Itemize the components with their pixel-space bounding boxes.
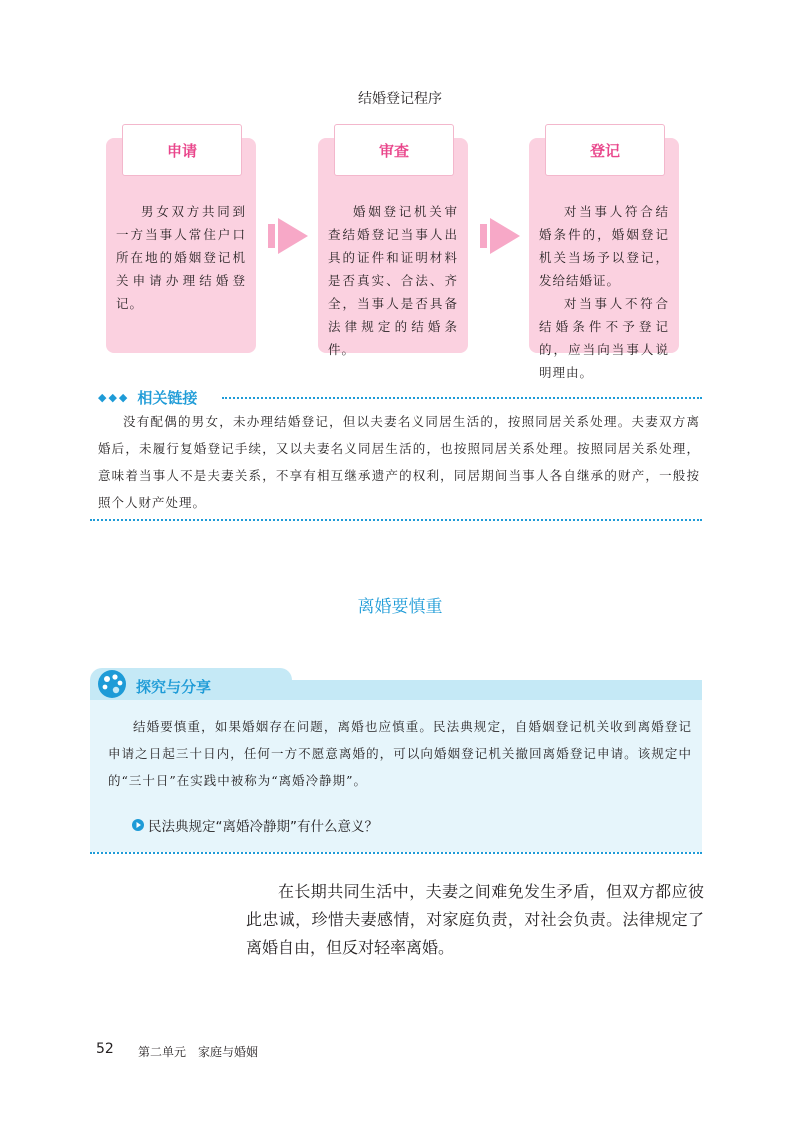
discussion-question bbox=[132, 815, 378, 835]
step-paragraph: 婚姻登记机关审查结婚登记当事人出具的证件和证明材料是否真实、合法、齐全，当事人是否具备法律规定的结婚条件。 bbox=[328, 204, 458, 357]
step-label-tab bbox=[334, 124, 454, 176]
step-label: 申请 bbox=[166, 141, 197, 160]
explore-share-paragraph: 结婚要慎重，如果婚姻存在问题，离婚也应慎重。民法典规定，自婚姻登记机关收到离婚登记申请之日起三十日内，任何一方不愿意离婚的，可以向婚姻登记机关撤回离婚登记申请。该规定中的“三十日”在实践中被称为“离婚冷静期”。 bbox=[108, 719, 692, 788]
step-paragraph: 对当事人符合结婚条件的，婚姻登记机关当场予以登记，发给结婚证。 bbox=[539, 204, 669, 288]
related-link-paragraph: 没有配偶的男女，未办理结婚登记，但以夫妻名义同居生活的，按照同居关系处理。夫妻双方离婚后，未履行复婚登记手续，又以夫妻名义同居生活的，也按照同居关系处理。按照同居关系处理，意味着当事人不是夫妻关系，不享有相互继承遗产的权利，同居期间当事人各自继承的财产，一般按照个人财产处理。 bbox=[98, 414, 700, 510]
related-link-header bbox=[98, 387, 197, 408]
explore-share-title: 探究与分享 bbox=[136, 678, 212, 696]
step-label-tab bbox=[122, 124, 242, 176]
body-text bbox=[246, 878, 704, 962]
step-description bbox=[116, 200, 246, 315]
explore-share-body bbox=[108, 713, 692, 794]
section-heading: 离婚要慎重 bbox=[357, 597, 443, 617]
dotted-divider bbox=[90, 852, 702, 854]
step-label: 登记 bbox=[589, 141, 620, 160]
step-paragraph: 对当事人不符合结婚条件不予登记的，应当向当事人说明理由。 bbox=[539, 296, 669, 380]
flow-arrow-icon bbox=[268, 218, 308, 254]
flowchart-title: 结婚登记程序 bbox=[358, 91, 442, 107]
step-description bbox=[328, 200, 458, 361]
play-bullet-icon bbox=[132, 819, 144, 831]
step-box-review bbox=[318, 138, 468, 357]
step-label-tab bbox=[545, 124, 665, 176]
related-link-title: 相关链接 bbox=[137, 389, 198, 407]
palette-icon bbox=[96, 668, 128, 700]
question-text: 民法典规定“离婚冷静期”有什么意义？ bbox=[148, 819, 378, 835]
footer-chapter-title: 第二单元 家庭与婚姻 bbox=[138, 1045, 259, 1059]
diamond-bullets-icon: ◆◆◆ bbox=[98, 391, 130, 404]
step-box-apply bbox=[106, 138, 256, 353]
dotted-divider bbox=[90, 519, 702, 521]
related-link-body bbox=[98, 408, 700, 516]
body-paragraph: 在长期共同生活中，夫妻之间难免发生矛盾，但双方都应彼此忠诚，珍惜夫妻感情，对家庭负责，对社会负责。法律规定了离婚自由，但反对轻率离婚。 bbox=[246, 882, 704, 957]
flow-arrow-icon bbox=[480, 218, 520, 254]
dotted-divider bbox=[222, 397, 702, 399]
step-label: 审查 bbox=[378, 141, 409, 160]
step-box-register bbox=[529, 138, 679, 380]
page-number: 52 bbox=[96, 1041, 114, 1057]
step-paragraph: 男女双方共同到一方当事人常住户口所在地的婚姻登记机关申请办理结婚登记。 bbox=[116, 204, 246, 311]
step-description bbox=[539, 200, 669, 384]
